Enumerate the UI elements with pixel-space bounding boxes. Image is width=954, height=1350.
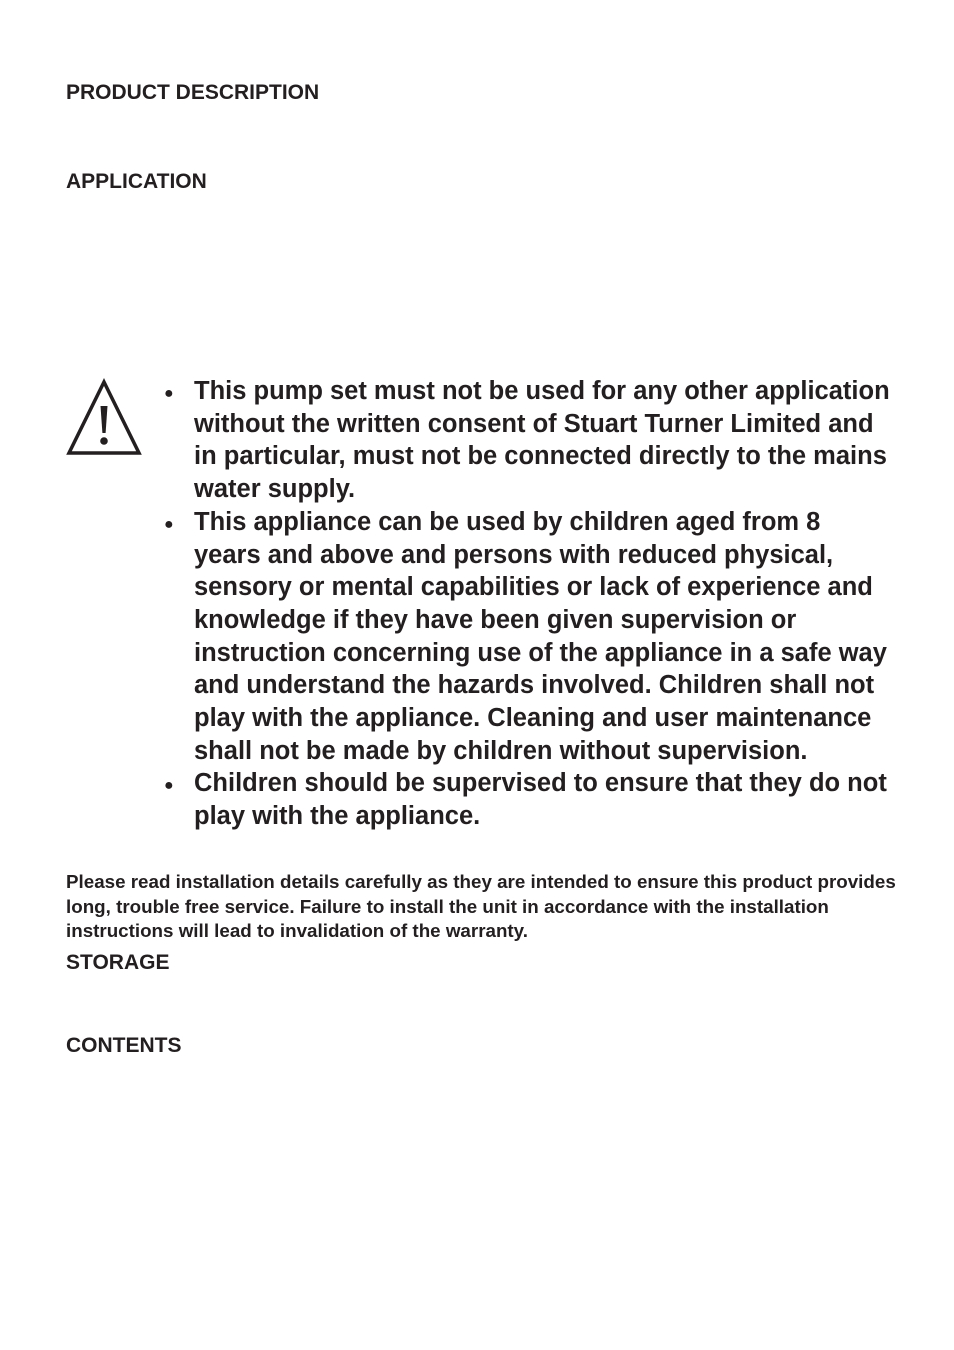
warning-item <box>160 506 890 768</box>
warning-item <box>160 375 890 506</box>
warning-triangle-icon <box>66 378 142 456</box>
bullet-icon: ● <box>164 777 174 795</box>
warning-list <box>160 375 890 833</box>
warning-item-text: This appliance can be used by children aged from 8 years and above and persons with reduced physical, sensory or mental capabilities or lack of experience and knowledge if they have been given supervision or instruction concerning use of the appliance in a safe way and understand the hazards involved. Children shall not play with the appliance. Cleaning and user maintenance shall not be made by children without supervision. <box>194 507 887 765</box>
bullet-icon: ● <box>164 515 174 533</box>
heading-storage: STORAGE <box>66 951 170 974</box>
heading-contents: CONTENTS <box>66 1034 182 1057</box>
heading-application: APPLICATION <box>66 170 207 193</box>
warning-item-text: Children should be supervised to ensure that they do not play with the appliance. <box>194 769 887 831</box>
warning-item-text: This pump set must not be used for any other application without the written consent of Stuart Turner Limited and in particular, must not be connected directly to the mains water supply. <box>194 377 890 504</box>
warning-item <box>160 767 890 832</box>
heading-product-description: PRODUCT DESCRIPTION <box>66 81 320 104</box>
installation-notice: Please read installation details carefully as they are intended to ensure this product provides long, trouble free service. Failure to install the unit in accordance with the installation instructions will lead to invalidation of the warranty. <box>66 871 896 941</box>
bullet-icon: ● <box>164 385 174 402</box>
